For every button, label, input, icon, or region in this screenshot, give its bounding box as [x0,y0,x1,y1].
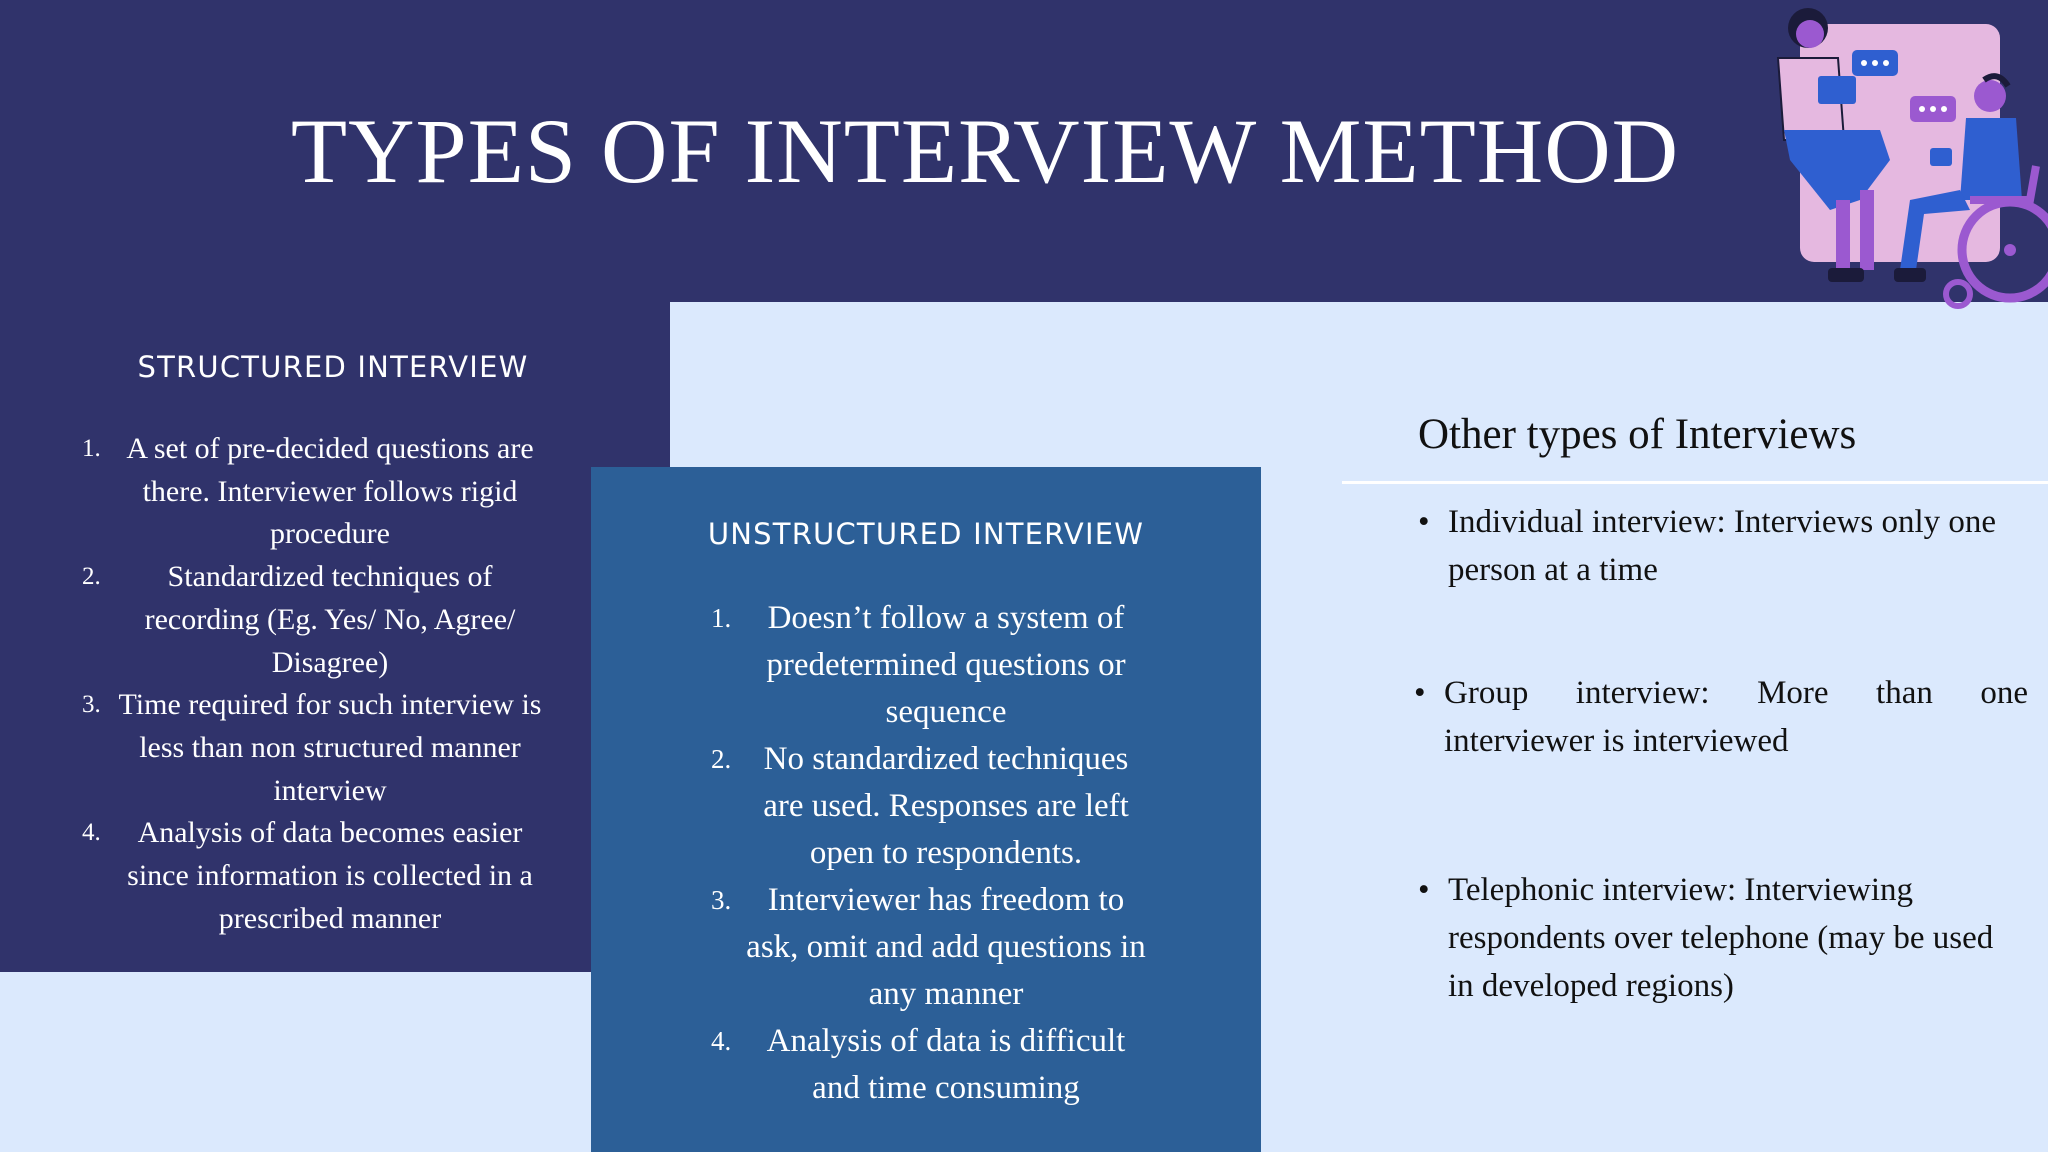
structured-interview-heading: STRUCTURED INTERVIEW [137,350,529,384]
bullet-dot-icon: • [1414,675,1426,711]
list-item [711,595,1151,736]
list-item [80,556,550,684]
list-item-number: 4. [82,819,101,847]
bullet-text: Telephonic interview: Interviewing respondents over telephone (may be used in developed regions) [1448,872,1994,1004]
list-item-number: 3. [82,691,101,719]
list-item-number: 4. [711,1026,732,1056]
list-item [80,812,550,940]
list-item-number: 1. [711,603,732,633]
list-item-text: No standardized techniques are used. Responses are left open to respondents. [763,741,1129,871]
list-item-text: Analysis of data becomes easier since information is collected in a prescribed manner [127,816,533,935]
bullet-item-group [1414,669,2028,765]
list-item [711,877,1151,1018]
list-item-text: Analysis of data is difficult and time consuming [766,1023,1126,1106]
list-item-text: Doesn’t follow a system of predetermined questions or sequence [766,600,1126,730]
bullet-item-individual [1418,498,2013,594]
list-item-text: Standardized techniques of recording (Eg. Yes/ No, Agree/ Disagree) [144,560,516,679]
bullet-item-telephonic [1418,866,2013,1010]
list-item-text: Interviewer has freedom to ask, omit and add questions in any manner [746,882,1146,1012]
bullet-dot-icon: • [1418,504,1430,540]
interview-conversation-illustration [1740,0,2048,312]
unstructured-interview-list [711,595,1151,1112]
list-item [711,736,1151,877]
bullet-text: Individual interview: Interviews only one person at a time [1448,504,1997,588]
list-item [80,684,550,812]
list-item-number: 2. [82,563,101,591]
bullet-text: Group interview: More than one interviewer is interviewed [1444,675,2028,759]
unstructured-panel [591,467,1261,1152]
heading-divider [1342,481,2048,484]
list-item-text: A set of pre-decided questions are there. Interviewer follows rigid procedure [126,432,534,551]
list-item-number: 2. [711,744,732,774]
list-item [80,428,550,556]
bullet-dot-icon: • [1418,872,1430,908]
list-item-number: 3. [711,885,732,915]
structured-interview-list [80,428,550,940]
list-item-number: 1. [82,435,101,462]
list-item [711,1018,1151,1112]
other-interviews-heading: Other types of Interviews [1418,411,1857,458]
slide-title: TYPES OF INTERVIEW METHOD [290,100,1680,202]
unstructured-interview-heading: UNSTRUCTURED INTERVIEW [707,517,1145,551]
list-item-text: Time required for such interview is less than non structured manner interview [118,688,542,807]
